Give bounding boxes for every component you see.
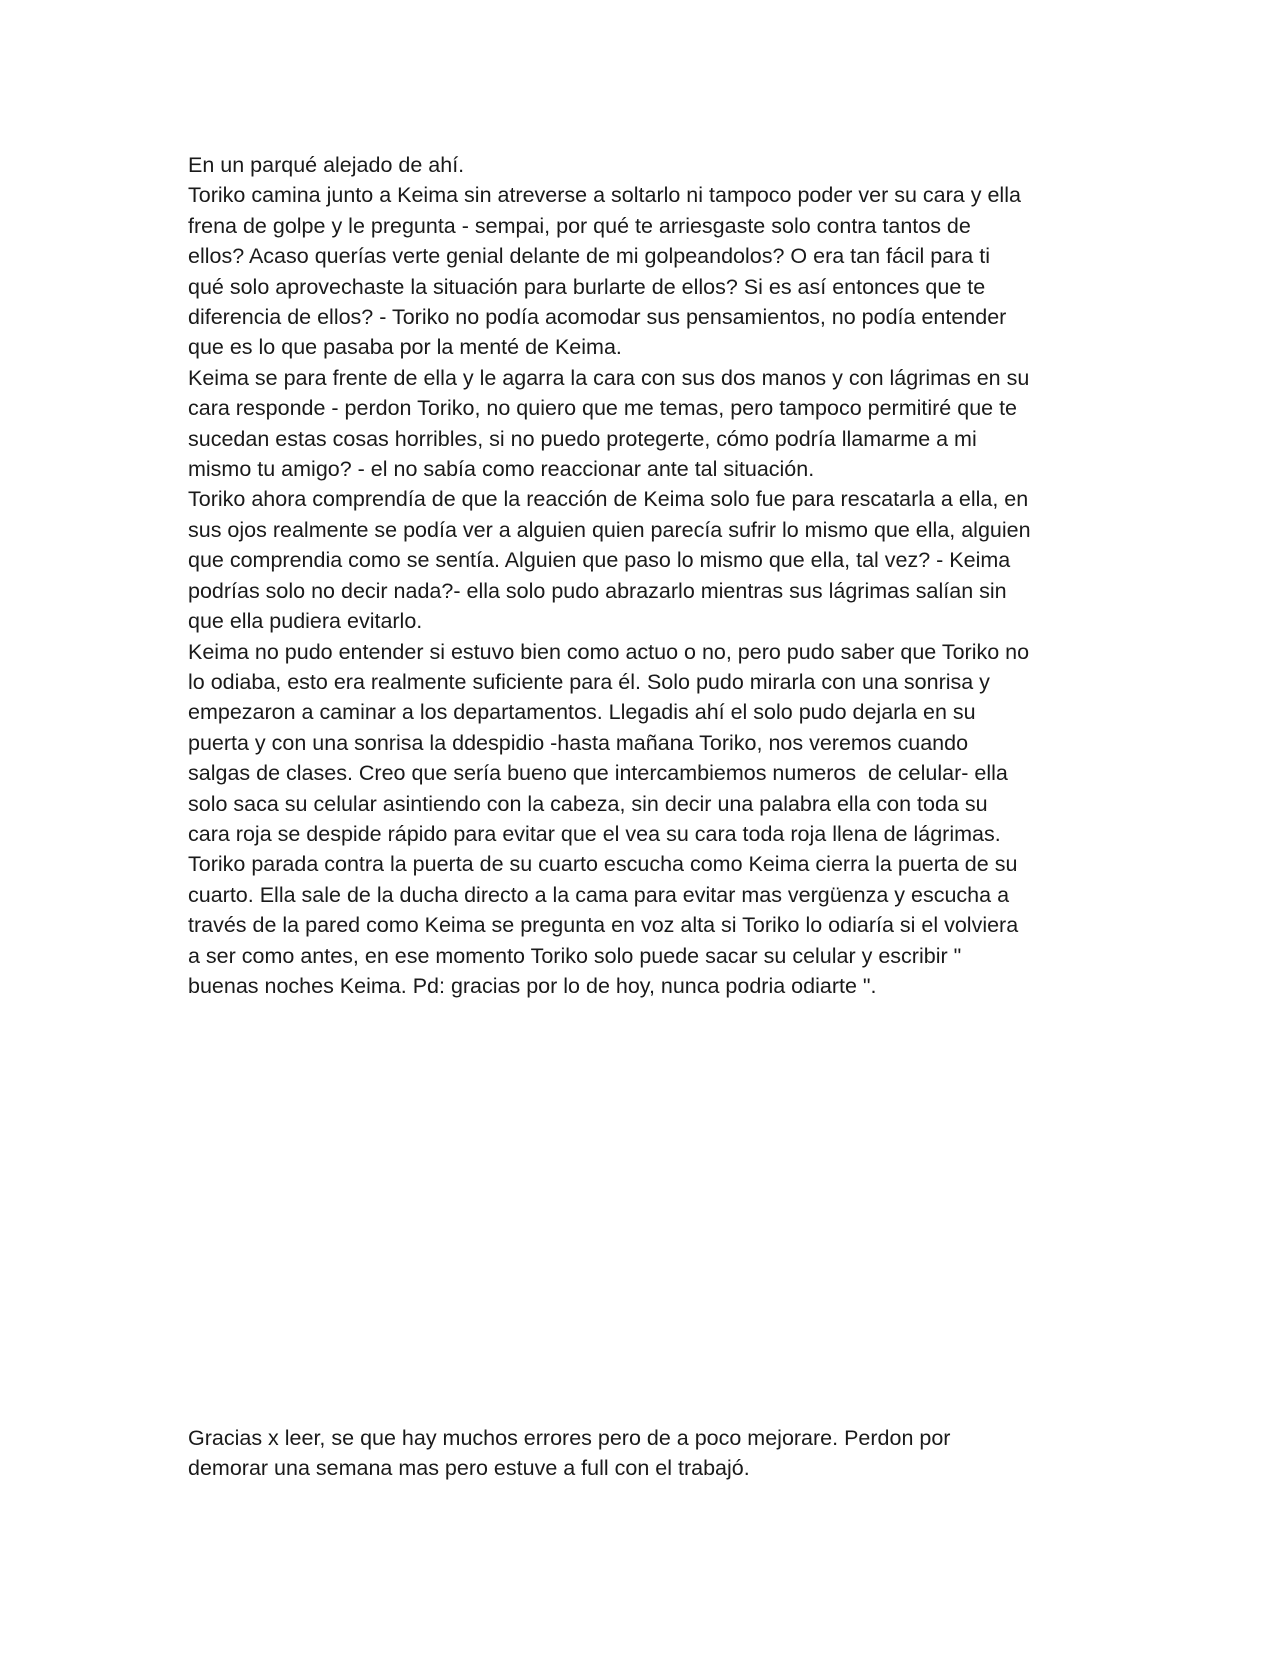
- story-line: mismo tu amigo? - el no sabía como reaccionar ante tal situación.: [188, 457, 815, 482]
- story-line: Toriko parada contra la puerta de su cuarto escucha como Keima cierra la puerta de su: [188, 852, 1018, 877]
- story-line: cara responde - perdon Toriko, no quiero que me temas, pero tampoco permitiré que te: [188, 396, 1018, 421]
- story-line: que comprendia como se sentía. Alguien que paso lo mismo que ella, tal vez? - Keima: [188, 548, 1011, 573]
- story-line: través de la pared como Keima se pregunta en voz alta si Toriko lo odiaría si el volviera: [188, 913, 1019, 938]
- story-line: salgas de clases. Creo que sería bueno que intercambiemos numeros de celular- ella: [188, 761, 1008, 786]
- story-line: empezaron a caminar a los departamentos. Llegadis ahí el solo pudo dejarla en su: [188, 700, 976, 725]
- story-line: sucedan estas cosas horribles, si no puedo protegerte, cómo podría llamarme a mi: [188, 426, 977, 451]
- story-line: lo odiaba, esto era realmente suficiente para él. Solo pudo mirarla con una sonrisa y: [188, 669, 990, 694]
- story-line: qué solo aprovechaste la situación para burlarte de ellos? Si es así entonces que te: [188, 274, 986, 299]
- story-line: buenas noches Keima. Pd: gracias por lo de hoy, nunca podria odiarte ".: [188, 973, 877, 998]
- story-line: Keima no pudo entender si estuvo bien como actuo o no, pero pudo saber que Toriko no: [188, 639, 1030, 664]
- story-line: Keima se para frente de ella y le agarra la cara con sus dos manos y con lágrimas en su: [188, 365, 1030, 390]
- story-line: puerta y con una sonrisa la ddespidio -hasta mañana Toriko, nos veremos cuando: [188, 730, 969, 755]
- story-line: podrías solo no decir nada?- ella solo pudo abrazarlo mientras sus lágrimas salían sin: [188, 578, 1007, 603]
- story-line: sus ojos realmente se podía ver a alguien quien parecía sufrir lo mismo que ella, alguien: [188, 517, 1031, 542]
- story-line: que ella pudiera evitarlo.: [188, 609, 423, 634]
- story-text-block: [188, 150, 1103, 1001]
- closing-line: Gracias x leer, se que hay muchos errores pero de a poco mejorare. Perdon por: [188, 1426, 951, 1450]
- story-line: cuarto. Ella sale de la ducha directo a la cama para evitar mas vergüenza y escucha a: [188, 882, 1010, 907]
- story-line: cara roja se despide rápido para evitar que el vea su cara toda roja llena de lágrimas.: [188, 821, 1001, 846]
- closing-note: [188, 1423, 1103, 1484]
- story-line: Toriko ahora comprendía de que la reacción de Keima solo fue para rescatarla a ella, en: [188, 487, 1029, 512]
- story-line: ellos? Acaso querías verte genial delante de mi golpeandolos? O era tan fácil para ti: [188, 244, 990, 269]
- closing-line: demorar una semana mas pero estuve a full con el trabajó.: [188, 1456, 750, 1481]
- story-line: que es lo que pasaba por la menté de Keima.: [188, 335, 622, 360]
- story-line: En un parqué alejado de ahí.: [188, 153, 465, 177]
- story-line: a ser como antes, en ese momento Toriko solo puede sacar su celular y escribir ": [188, 943, 962, 968]
- story-line: diferencia de ellos? - Toriko no podía acomodar sus pensamientos, no podía entender: [188, 305, 1007, 330]
- story-line: Toriko camina junto a Keima sin atreverse a soltarlo ni tampoco poder ver su cara y ella: [188, 183, 1021, 208]
- story-line: solo saca su celular asintiendo con la cabeza, sin decir una palabra ella con toda su: [188, 791, 988, 816]
- story-line: frena de golpe y le pregunta - sempai, por qué te arriesgaste solo contra tantos de: [188, 213, 971, 238]
